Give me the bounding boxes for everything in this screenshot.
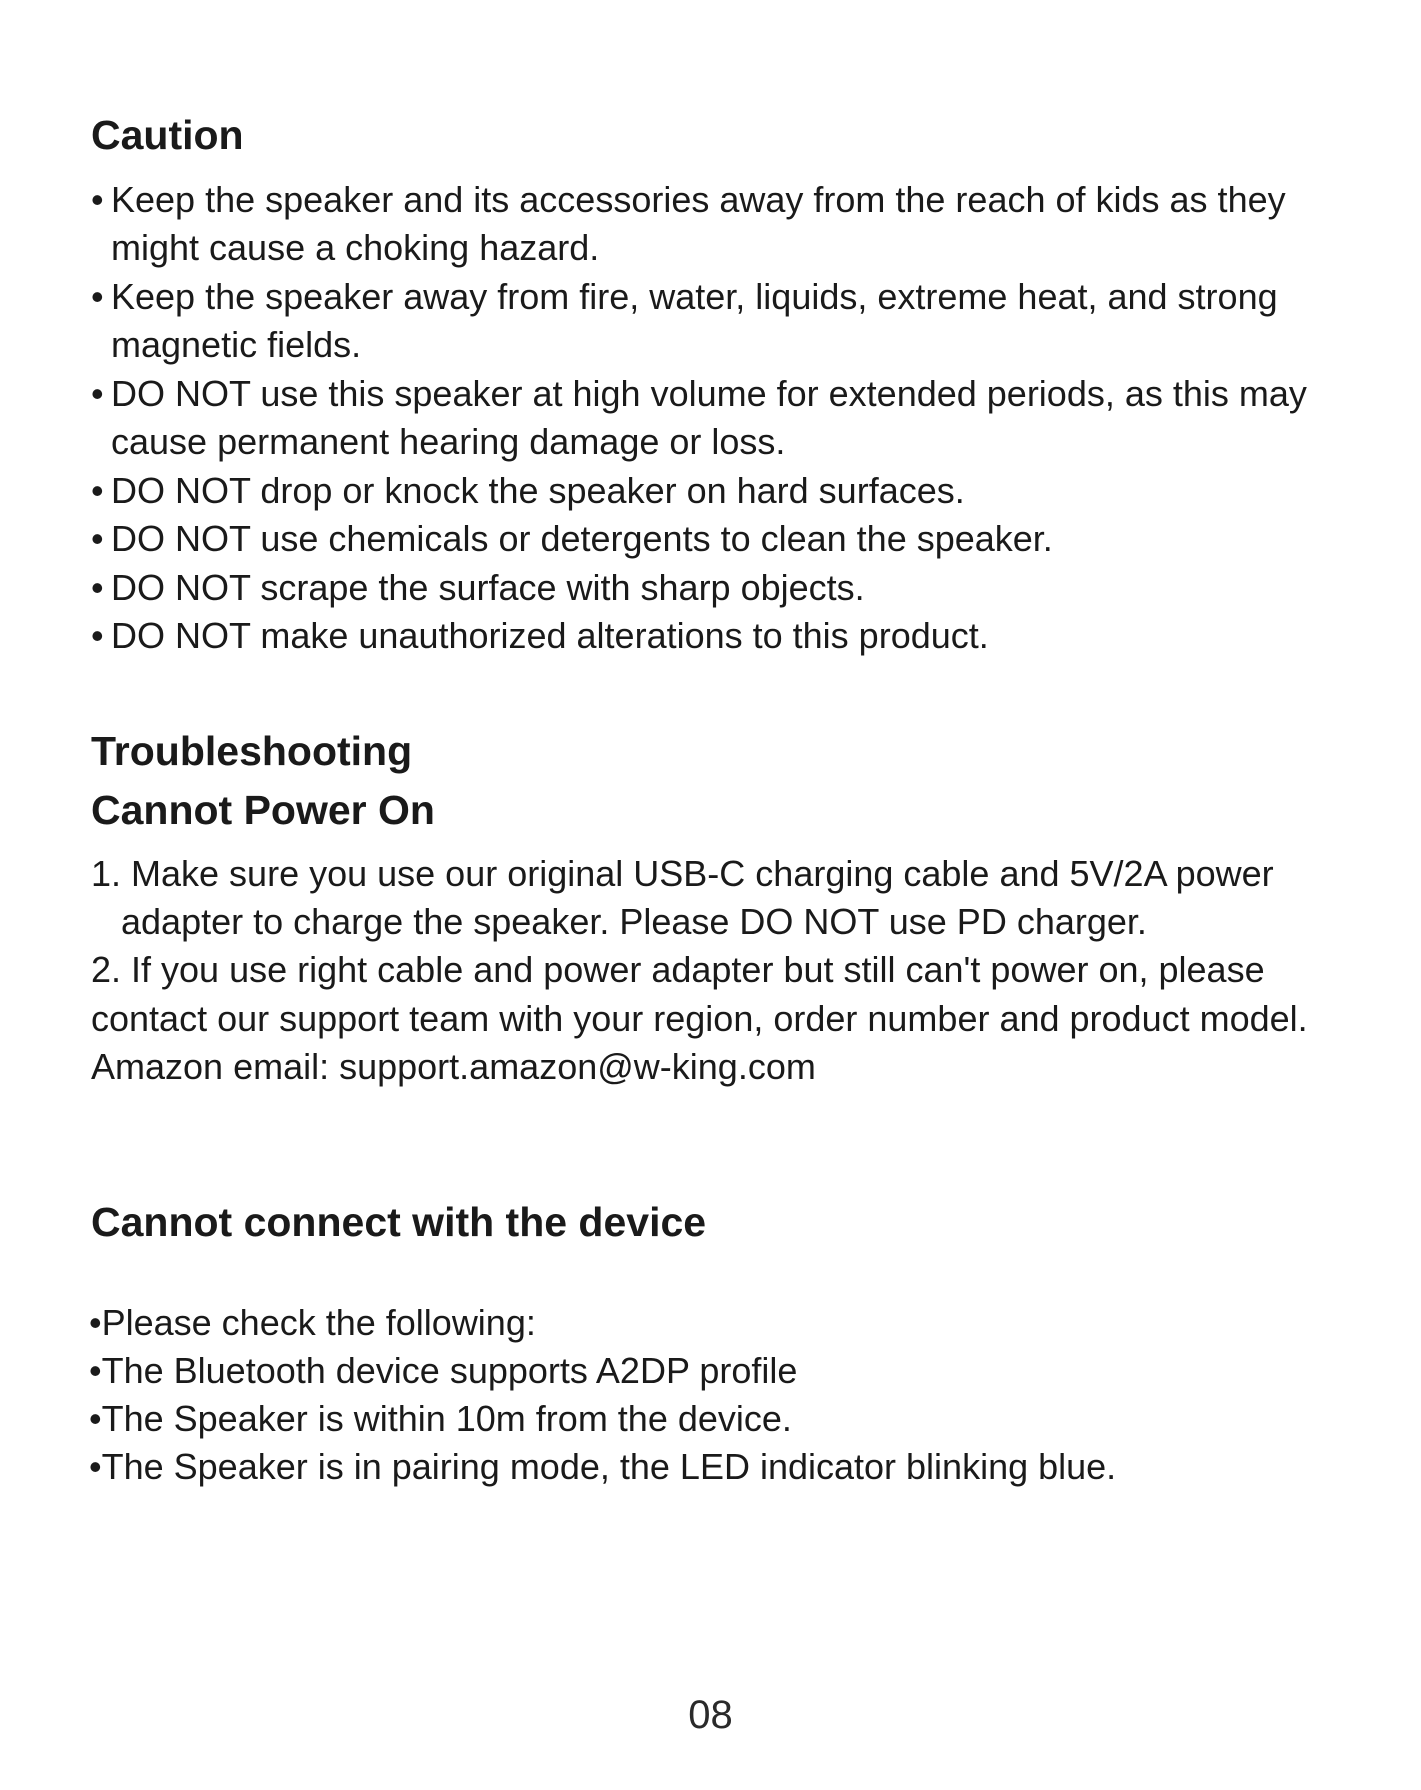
connect-check-item: •The Bluetooth device supports A2DP profile [89, 1350, 798, 1391]
caution-item-text: Keep the speaker away from fire, water, liquids, extreme heat, and strong [111, 276, 1278, 317]
bullet-dot: • [91, 470, 104, 511]
power-step-1: 1. Make sure you use our original USB-C charging cable and 5V/2A power [91, 853, 1274, 894]
connect-check-item: •The Speaker is in pairing mode, the LED indicator blinking blue. [89, 1446, 1117, 1487]
power-step-1-continued: adapter to charge the speaker. Please DO NOT use PD charger. [121, 901, 1147, 942]
caution-item-text-continued: cause permanent hearing damage or loss. [111, 421, 786, 462]
caution-item-text: Keep the speaker and its accessories away from the reach of kids as they [111, 179, 1286, 220]
bullet-dot: • [91, 615, 104, 656]
caution-item-text-continued: magnetic fields. [111, 324, 362, 365]
caution-item-text: DO NOT make unauthorized alterations to this product. [111, 615, 989, 656]
caution-item-text: DO NOT use this speaker at high volume for extended periods, as this may [111, 373, 1307, 414]
bullet-dot: • [91, 179, 104, 220]
caution-item-text: DO NOT use chemicals or detergents to clean the speaker. [111, 518, 1053, 559]
bullet-dot: • [91, 567, 104, 608]
bullet-dot: • [91, 518, 104, 559]
support-email: Amazon email: support.amazon@w-king.com [91, 1046, 816, 1087]
bullet-dot: • [91, 276, 104, 317]
cannot-power-on-heading: Cannot Power On [91, 787, 435, 833]
power-step-2-continued: contact our support team with your region, order number and product model. [91, 998, 1308, 1039]
cannot-connect-heading: Cannot connect with the device [91, 1199, 707, 1245]
caution-item-text-continued: might cause a choking hazard. [111, 227, 600, 268]
bullet-dot: • [91, 373, 104, 414]
connect-check-item: •Please check the following: [89, 1302, 536, 1343]
caution-item-text: DO NOT scrape the surface with sharp objects. [111, 567, 865, 608]
power-step-2: 2. If you use right cable and power adapter but still can't power on, please [91, 949, 1265, 990]
troubleshooting-heading: Troubleshooting [91, 728, 413, 774]
caution-heading: Caution [91, 112, 244, 158]
page-number: 08 [688, 1693, 733, 1737]
caution-item-text: DO NOT drop or knock the speaker on hard surfaces. [111, 470, 965, 511]
connect-check-item: •The Speaker is within 10m from the device. [89, 1398, 792, 1439]
